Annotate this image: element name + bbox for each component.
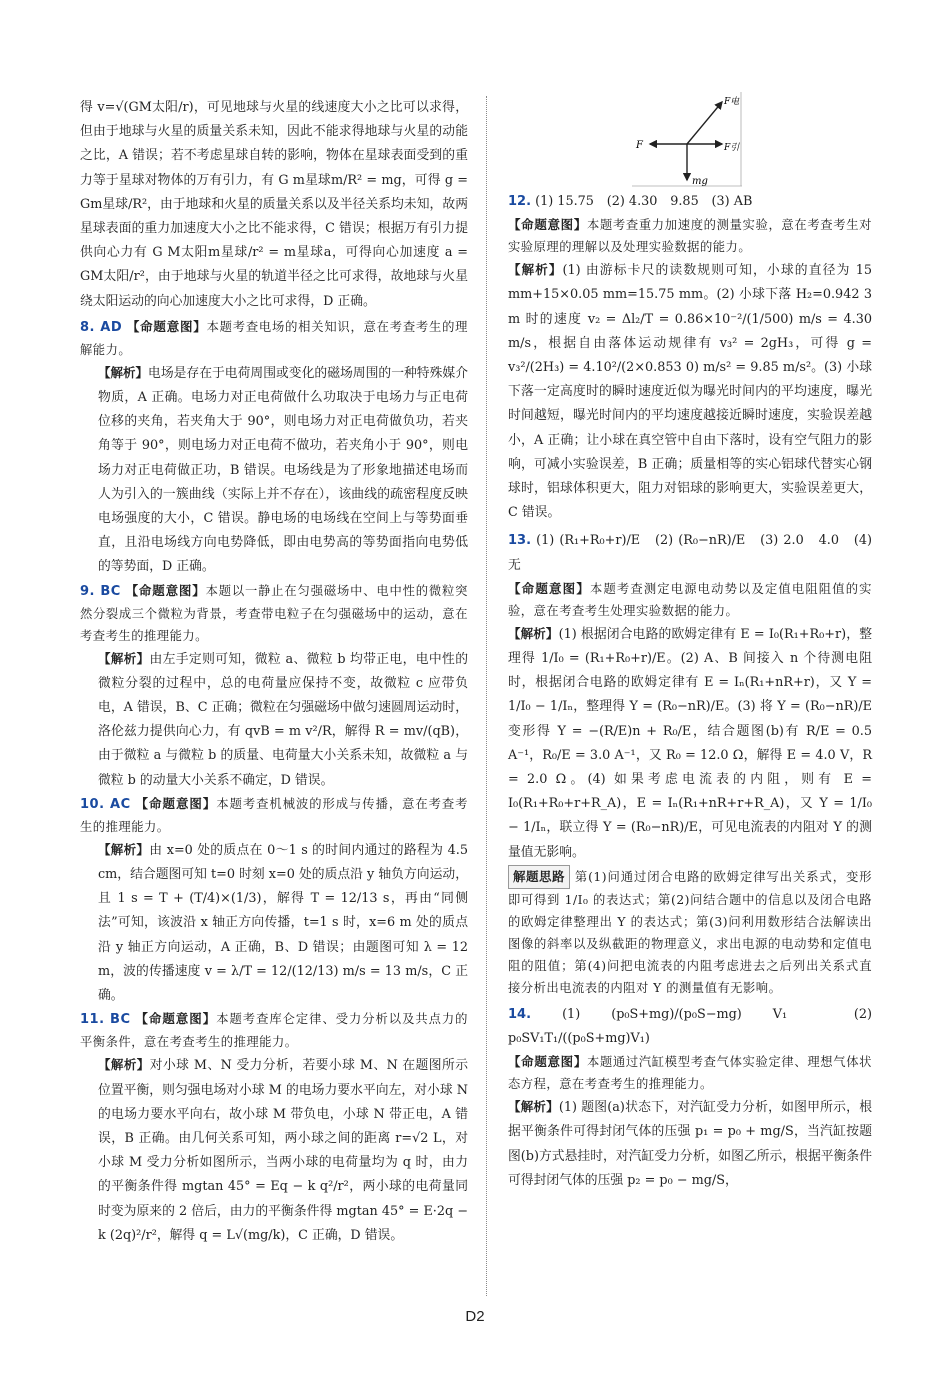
answer-number: 13. (508, 533, 532, 549)
intent-text: 本题考查库仑定律、受力分析以及共点力的平衡条件，意在考查考生的推理能力。 (80, 1012, 468, 1050)
answer-number: 10. AC (80, 796, 131, 812)
force-diagram (632, 92, 742, 188)
page-number: D2 (465, 1308, 485, 1325)
answer-number: 14. (508, 1006, 532, 1022)
intent-tag: 【命题意图】 (135, 795, 217, 811)
question-11 (80, 1008, 468, 1248)
question-13 (508, 529, 872, 998)
label-mg: mg (692, 176, 708, 187)
analysis-tag: 【解析】 (508, 262, 563, 278)
analysis-text: 电场是存在于电荷周围或变化的磁场周围的一种特殊媒介物质，A 正确。电场力对正电荷做什么功取决于电场力与正电荷位移的夹角，若夹角大于 90°，则电场力对正电荷做负功，若夹角等于 90°，则电场力对正电荷不做功，若夹角小于 90°，则电场力对正电荷做正功，B 错误。电场线是为了形象地描述电场而人为引入的一簇曲线（实际上并不存在），该曲线的疏密程度反映电场强度的大小，C 错误。静电场的电场线在空间上与等势面垂直，且沿电场线方向电势降低，即由电势高的等势面指向电势低的等势面，D 正确。 (98, 365, 468, 575)
answer-text: (1) (R₁+R₀+r)/E (2) (R₀−nR)/E (3) 2.0 4.0 (4) 无 (508, 533, 872, 573)
left-column (80, 96, 468, 1248)
column-divider (486, 96, 487, 1296)
intent-text: 本题考查重力加速度的测量实验，意在考查考生对实验原理的理解以及处理实验数据的能力。 (508, 218, 872, 255)
force-arrow-up-right (687, 102, 722, 144)
answer-number: 9. BC (80, 583, 121, 599)
question-9 (80, 580, 468, 793)
analysis-tag: 【解析】 (508, 1099, 559, 1115)
answer-text: (1) 15.75 (2) 4.30 9.85 (3) AB (535, 194, 753, 209)
solution-approach-badge: 解题思路 (508, 865, 570, 889)
analysis-text: 由 x=0 处的质点在 0～1 s 的时间内通过的路程为 4.5 cm，结合题图可知 t=0 时刻 x=0 处的质点沿 y 轴负方向运动，且 1 s = T + (T/4)×(1/3)，解得 T = 12/13 s，再由“同侧法”可知，该波沿 x 轴正方向传播，t=1 s 时，x=6 m 处的质点沿 y 轴正方向运动，A 正确，B、D 错误；由题图可知 λ = 12 m，波的传播速度 v = λ/T = 12/(12/13) m/s = 13 m/s，C 正确。 (98, 842, 468, 1004)
analysis-tag: 【解析】 (98, 841, 150, 857)
question-10 (80, 793, 468, 1008)
analysis-text: 对小球 M、N 受力分析，若要小球 M、N 在题图所示位置平衡，则匀强电场对小球 M 的电场力要水平向左，对小球 N 的电场力要水平向右，故小球 M 带负电，小球 N 带正电，A 错误，B 正确。由几何关系可知，两小球之间的距离 r=√2 L，对小球 M 受力分析如图所示，当两小球的电荷量均为 q 时，由力的平衡条件得 mgtan 45° = Eq − k q²/r²，两小球的电荷量同时变为原来的 2 倍后，由力的平衡条件得 mgtan 45° = E·2q − k (2q)²/r²，解得 q = L√(mg/k)，C 正确，D 错误。 (98, 1058, 468, 1243)
intent-tag: 【命题意图】 (126, 318, 207, 334)
intent-text: 本题以一静止在匀强磁场中、电中性的微粒突然分裂成三个微粒为背景，考查带电粒子在匀强磁场中的运动，意在考查考生的推理能力。 (80, 583, 468, 643)
question-12 (508, 190, 872, 525)
solution-approach-text: 第(1)问通过闭合电路的欧姆定律写出关系式，变形即可得到 1/I₀ 的表达式；第(2)问结合题中的信息以及闭合电路的欧姆定律整理出 Y 的表达式；第(3)问利用数形结合法解读出图像的斜率以及纵截距的物理意义，求出电源的电动势和定值电阻的阻值；第(4)问把电流表的内阻考虑进去之后列出关系式直接分析出电流表的内阻对 Y 的测量值有无影响。 (508, 869, 872, 995)
answer-number: 12. (508, 194, 532, 209)
intent-tag: 【命题意图】 (125, 582, 206, 598)
intent-tag: 【命题意图】 (508, 580, 590, 596)
analysis-tag: 【解析】 (98, 1057, 150, 1073)
label-f: F (636, 140, 643, 151)
analysis-text: (1) 由游标卡尺的读数规则可知，小球的直径为 15 mm+15×0.05 mm=15.75 mm。(2) 小球下落 H₂=0.942 3 m 时的速度 v₂ = Δl₂/T = 0.86×10⁻²/(1/500) m/s = 4.30 m/s，根据自由落体运动规律有 v₃² = 2gH₃，可得 g = v₃²/(2H₃) = 4.10²/(2×0.853 0) m/s² = 9.85 m/s²。(3) 小球下落一定高度时的瞬时速度近似为曝光时间内的平均速度，曝光时间越短，曝光时间内的平均速度越接近瞬时速度，实验误差越小，A 正确；让小球在真空管中自由下落时，设有空气阻力的影响，可减小实验误差，B 正确；质量相等的实心铝球代替实心钢球时，铝球体积更大，阻力对铝球的影响更大，实验误差更大，C 错误。 (508, 263, 872, 521)
answer-text: (1) (p₀S+mg)/(p₀S−mg) V₁ (2) p₀SV₁T₁/((p₀S+mg)V₁) (508, 1006, 872, 1047)
q7-continuation: 得 v=√(GM太阳/r)，可见地球与火星的线速度大小之比可以求得，但由于地球与火星的质量关系未知，因此不能求得地球与火星的动能之比，A 错误；若不考虑星球自转的影响，物体在星球表面受到的重力等于星球对物体的万有引力，有 G m星球m/R² = mg，可得 g = Gm星球/R²，由于地球和火星的质量关系以及半径关系均未知，故两星球表面的重力加速度大小之比不能求得，C 错误；根据万有引力提供向心力有 G M太阳m星球/r² = m星球a，可得向心加速度 a = GM太阳/r²，由于地球与火星的轨道半径之比可求得，故地球与火星绕太阳运动的向心加速度大小之比可求得，D 正确。 (80, 100, 468, 309)
intent-tag: 【命题意图】 (135, 1011, 217, 1027)
intent-text: 本题通过汽缸模型考查气体实验定律、理想气体状态方程，意在考查考生的推理能力。 (508, 1055, 872, 1092)
right-column (508, 190, 872, 1193)
analysis-tag: 【解析】 (98, 650, 150, 666)
answer-number: 11. BC (80, 1012, 131, 1028)
analysis-text: (1) 题图(a)状态下，对汽缸受力分析，如图甲所示，根据平衡条件可得封闭气体的压强 p₁ = p₀ + mg/S，当汽缸按题图(b)方式悬挂时，对汽缸受力分析，如图乙所示，根据平衡条件可得封闭气体的压强 p₂ = p₀ − mg/S， (508, 1100, 872, 1188)
analysis-text: (1) 根据闭合电路的欧姆定律有 E = I₀(R₁+R₀+r)，整理得 1/I₀ = (R₁+R₀+r)/E。(2) A、B 间接入 n 个待测电阻时，根据闭合电路的欧姆定律有 E = Iₙ(R₁+nR+r)，又 Y = 1/I₀ − 1/Iₙ，整理得 Y = (R₀−nR)/E。(3) 将 Y = (R₀−nR)/E 变形得 Y = −(R/E)n + R₀/E，结合题图(b)有 R/E = 0.5 A⁻¹，R₀/E = 3.0 A⁻¹，又 R₀ = 12.0 Ω，解得 E = 4.0 V，R = 2.0 Ω。(4) 如果考虑电流表的内阻，则有 E = I₀(R₁+R₀+r+R_A)，E = Iₙ(R₁+nR+r+R_A)，又 Y = 1/I₀ − 1/Iₙ，联立得 Y = (R₀−nR)/E，可见电流表的内阻对 Y 的测量值无影响。 (508, 626, 872, 860)
analysis-text: 由左手定则可知，微粒 a、微粒 b 均带正电，电中性的微粒分裂的过程中，总的电荷量应保持不变，故微粒 c 应带负电，A 错误，B、C 正确；微粒在匀强磁场中做匀速圆周运动时，洛伦兹力提供向心力，有 qvB = m v²/R，解得 R = mv/(qB)，由于微粒 a 与微粒 b 的质量、电荷量大小关系未知，故微粒 a 与微粒 b 的动量大小关系不确定，D 错误。 (98, 651, 468, 788)
intent-text: 本题考查电场的相关知识，意在考查考生的理解能力。 (80, 319, 468, 357)
question-8 (80, 316, 468, 580)
analysis-tag: 【解析】 (508, 625, 559, 641)
label-f-electric: F电 (724, 97, 740, 107)
intent-tag: 【命题意图】 (508, 217, 587, 233)
intent-text: 本题考查测定电源电动势以及定值电阻阻值的实验，意在考查考生处理实验数据的能力。 (508, 581, 872, 618)
answer-number: 8. AD (80, 319, 123, 335)
analysis-tag: 【解析】 (98, 364, 149, 380)
label-f-attract: F引 (724, 143, 740, 153)
intent-text: 本题考查机械波的形成与传播，意在考查考生的推理能力。 (80, 796, 468, 834)
question-14 (508, 1003, 872, 1193)
intent-tag: 【命题意图】 (508, 1054, 587, 1070)
